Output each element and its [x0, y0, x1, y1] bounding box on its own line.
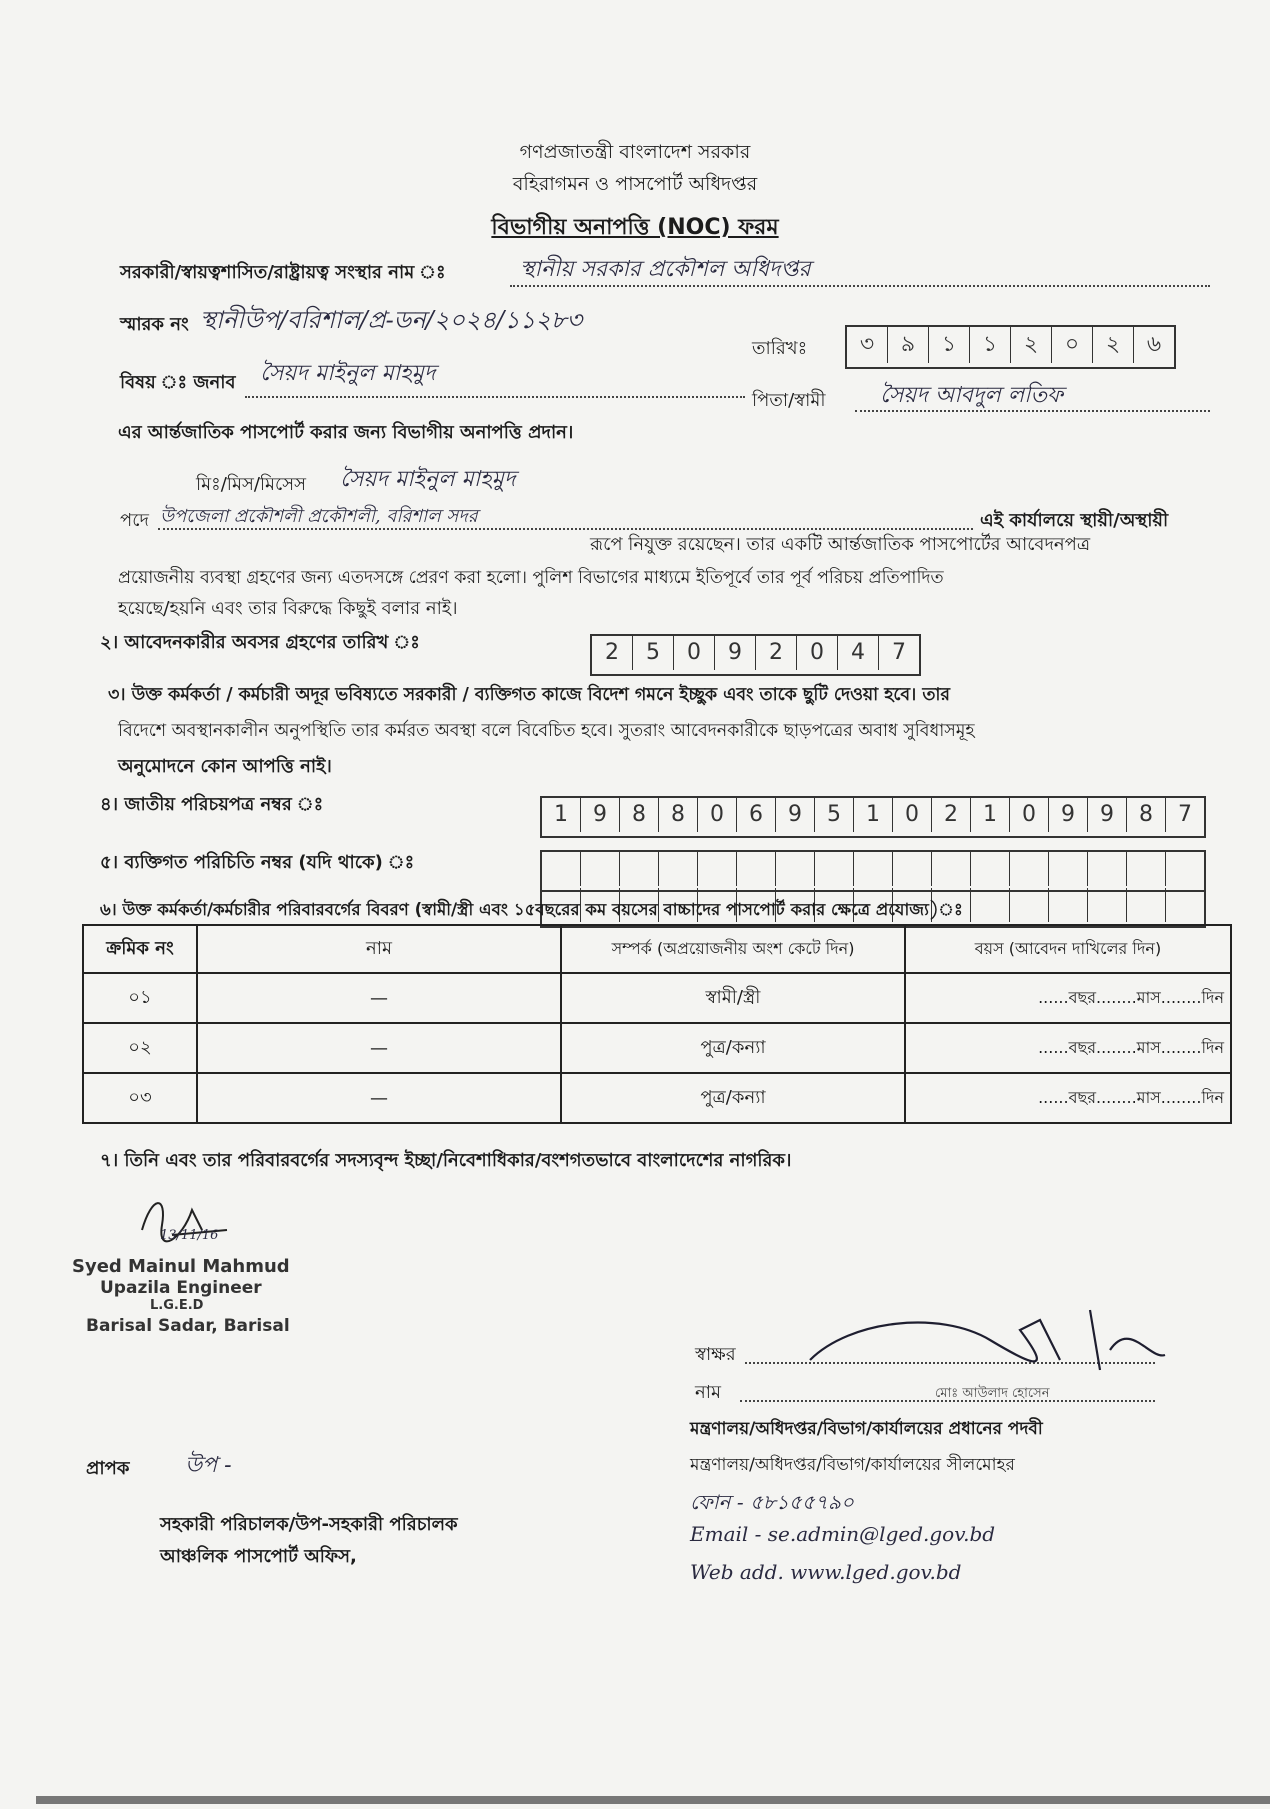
- name-value: মোঃ আউলাদ হোসেন: [935, 1386, 1050, 1401]
- post-value: উপজেলা প্রকৌশলী প্রকৌশলী, বরিশাল সদর: [160, 506, 478, 527]
- stamp-name: Syed Mainul Mahmud: [72, 1256, 290, 1277]
- digit-box: 9: [776, 798, 815, 832]
- initials-date: 13/11/16: [160, 1228, 219, 1243]
- col-name: নাম: [197, 925, 561, 973]
- stamp-title: Upazila Engineer: [100, 1278, 262, 1298]
- item6-label: ৬। উক্ত কর্মকর্তা/কর্মচারীর পরিবারবর্গের বিবরণ (স্বামী/স্ত্রী এবং ১৫বছরের কম বয়সের বাচ্চাদের পাসপোর্ট করার ক্ষেত্রে প্রযোজ্য)ঃ: [100, 900, 963, 919]
- post-tail: রূপে নিযুক্ত রয়েছেন। তার একটি আর্ন্তজাতিক পাসপোর্টের আবেদনপত্র: [590, 534, 1091, 555]
- recipient-label: প্রাপক: [86, 1458, 130, 1479]
- designation-line: মন্ত্রণালয়/অধিদপ্তর/বিভাগ/কার্যালয়ের প্রধানের পদবী: [690, 1419, 1043, 1439]
- date-label: তারিখঃ: [752, 338, 808, 359]
- digit-box: 8: [620, 798, 659, 832]
- digit-box: [1010, 852, 1049, 886]
- digit-box: [1049, 888, 1088, 922]
- row-age: ......বছর........মাস........দিন: [905, 1073, 1231, 1123]
- mr-value: সৈয়দ মাইনুল মাহমুদ: [340, 467, 516, 492]
- digit-box: 5: [633, 636, 674, 670]
- para-line2: প্রয়োজনীয় ব্যবস্থা গ্রহণের জন্য এতদসঙ্গে প্রেরণ করা হলো। পুলিশ বিভাগের মাধ্যমে ইতিপূর্বে তার পূর্ব পরিচয় প্রতিপাদিত: [118, 568, 944, 588]
- digit-box: [1010, 888, 1049, 922]
- digit-box: 2: [756, 636, 797, 670]
- item3-line1: ৩। উক্ত কর্মকর্তা / কর্মচারী অদূর ভবিষ্যতে সরকারী / ব্যক্তিগত কাজে বিদেশ গমনে ইচ্ছুক এবং তাকে ছুটি দেওয়া হবে। তার: [108, 685, 950, 705]
- sign-label: স্বাক্ষর: [695, 1344, 736, 1365]
- memo-value: স্থানীউপ/বরিশাল/প্র-ডন/২০২৪/১১২৮৩: [200, 306, 583, 334]
- col-age: বয়স (আবেদন দাখিলের দিন): [905, 925, 1231, 973]
- stamp-place: Barisal Sadar, Barisal: [86, 1316, 290, 1336]
- digit-box: [1127, 852, 1166, 886]
- org-value: স্থানীয় সরকার প্রকৌশল অধিদপ্তর: [520, 257, 811, 282]
- org-dotline: [510, 285, 1210, 287]
- digit-box: [815, 852, 854, 886]
- digit-box: ০: [1052, 327, 1093, 363]
- family-table: [82, 924, 1232, 1124]
- digit-box: [542, 852, 581, 886]
- digit-box: [776, 852, 815, 886]
- date-boxes: [845, 325, 1176, 369]
- digit-box: [1049, 852, 1088, 886]
- email: Email - se.admin@lged.gov.bd: [690, 1522, 996, 1546]
- digit-box: 9: [1088, 798, 1127, 832]
- digit-box: 1: [971, 798, 1010, 832]
- digit-box: 2: [592, 636, 633, 670]
- stamp-org: L.G.E.D: [150, 1298, 204, 1313]
- personal-id-boxes: [540, 850, 1206, 892]
- recipient-line2: আঞ্চলিক পাসপোর্ট অফিস,: [160, 1546, 357, 1567]
- signature-icon: [790, 1300, 1170, 1390]
- digit-box: 0: [893, 798, 932, 832]
- org-label: সরকারী/স্বায়ত্বশাসিত/রাষ্ট্রায়ত্ব সংস্থার নাম ঃ: [120, 262, 446, 283]
- father-dotline: [855, 410, 1210, 412]
- col-relation: সম্পর্ক (অপ্রয়োজনীয় অংশ কেটে দিন): [561, 925, 905, 973]
- digit-box: [971, 888, 1010, 922]
- subject-line2: এর আর্ন্তজাতিক পাসপোর্ট করার জন্য বিভাগীয় অনাপত্তি প্রদান।: [118, 422, 574, 443]
- digit-box: ১: [929, 327, 970, 363]
- digit-box: 1: [854, 798, 893, 832]
- row-relation: পুত্র/কন্যা: [561, 1023, 905, 1073]
- digit-box: ১: [970, 327, 1011, 363]
- seal-line: মন্ত্রণালয়/অধিদপ্তর/বিভাগ/কার্যালয়ের সীলমোহর: [690, 1455, 1015, 1475]
- digit-box: 9: [581, 798, 620, 832]
- digit-box: [893, 852, 932, 886]
- scan-edge-stripe: [36, 1796, 1270, 1804]
- digit-box: ৬: [1146, 332, 1162, 357]
- row-relation: পুত্র/কন্যা: [561, 1073, 905, 1123]
- table-row: [83, 973, 1231, 1023]
- digit-box: [620, 852, 659, 886]
- digit-box: 9: [715, 636, 756, 670]
- row-serial: ০৩: [83, 1073, 197, 1123]
- department-title: বহিরাগমন ও পাসপোর্ট অধিদপ্তর: [512, 173, 758, 195]
- post-label: পদে: [120, 510, 149, 531]
- digit-box: [737, 852, 776, 886]
- digit-box: 1: [542, 798, 581, 832]
- digit-box: [932, 852, 971, 886]
- item5-label: ৫। ব্যক্তিগত পরিচিতি নম্বর (যদি থাকে) ঃ: [100, 852, 415, 873]
- col-serial: ক্রমিক নং: [83, 925, 197, 973]
- subject-value: সৈয়দ মাইনুল মাহমুদ: [260, 361, 436, 386]
- digit-box: [1127, 888, 1166, 922]
- mr-label: মিঃ/মিস/মিসেস: [196, 474, 307, 495]
- digit-box: ২: [1011, 327, 1052, 363]
- digit-box: 2: [932, 798, 971, 832]
- item2-label: ২। আবেদনকারীর অবসর গ্রহণের তারিখ ঃ: [100, 632, 420, 653]
- table-row: [83, 1023, 1231, 1073]
- memo-label: স্মারক নং: [120, 314, 189, 335]
- digit-box: [1166, 852, 1204, 886]
- item3-line2: বিদেশে অবস্থানকালীন অনুপস্থিতি তার কর্মরত অবস্থা বলে বিবেচিত হবে। সুতরাং আবেদনকারীকে ছাড়পত্রের অবাধ সুবিধাসমূহ: [118, 721, 975, 741]
- digit-box: 8: [1127, 798, 1166, 832]
- digit-box: 0: [698, 798, 737, 832]
- govt-title: গণপ্রজাতন্ত্রী বাংলাদেশ সরকার: [519, 141, 751, 163]
- digit-box: [971, 852, 1010, 886]
- recipient-line1: সহকারী পরিচালক/উপ-সহকারী পরিচালক: [160, 1514, 458, 1535]
- digit-box: [581, 852, 620, 886]
- digit-box: 6: [737, 798, 776, 832]
- digit-box: 7: [1178, 802, 1192, 827]
- nid-boxes: [540, 796, 1206, 838]
- name-label: নাম: [695, 1382, 721, 1403]
- digit-box: 0: [797, 636, 838, 670]
- website: Web add. www.lged.gov.bd: [690, 1560, 962, 1584]
- office-text: এই কার্যালয়ে স্থায়ী/অস্থায়ী: [980, 510, 1169, 531]
- digit-box: 0: [1010, 798, 1049, 832]
- digit-box: 8: [659, 798, 698, 832]
- row-serial: ০১: [83, 973, 197, 1023]
- father-label: পিতা/স্বামী: [752, 390, 826, 411]
- phone: ফোন - ৫৮১৫৫৭৯০: [690, 1490, 854, 1514]
- item3-line3: অনুমোদনে কোন আপত্তি নাই।: [118, 756, 332, 777]
- digit-box: [1088, 852, 1127, 886]
- recipient-handwritten: উপ -: [185, 1453, 232, 1478]
- digit-box: 4: [838, 636, 879, 670]
- item4-label: ৪। জাতীয় পরিচয়পত্র নম্বর ঃ: [100, 794, 324, 815]
- subject-label: বিষয় ঃ জনাব: [120, 372, 236, 393]
- digit-box: ৯: [888, 327, 929, 363]
- row-age: ......বছর........মাস........দিন: [905, 973, 1231, 1023]
- digit-box: ২: [1093, 327, 1134, 363]
- subject-dotline: [245, 396, 745, 398]
- row-serial: ০২: [83, 1023, 197, 1073]
- table-row: [83, 1073, 1231, 1123]
- digit-box: 9: [1049, 798, 1088, 832]
- para-line3: হয়েছে/হয়নি এবং তার বিরুদ্ধে কিছুই বলার নাই।: [118, 598, 458, 619]
- row-name: —: [197, 973, 561, 1023]
- digit-box: [1166, 888, 1204, 922]
- digit-box: [659, 852, 698, 886]
- row-age: ......বছর........মাস........দিন: [905, 1023, 1231, 1073]
- row-name: —: [197, 1073, 561, 1123]
- father-value: সৈয়দ আবদুল লতিফ: [880, 383, 1064, 408]
- form-title: বিভাগীয় অনাপত্তি (NOC) ফরম: [491, 215, 779, 240]
- digit-box: [698, 852, 737, 886]
- row-relation: স্বামী/স্ত্রী: [561, 973, 905, 1023]
- digit-box: [1088, 888, 1127, 922]
- digit-box: 0: [674, 636, 715, 670]
- item7-text: ৭। তিনি এবং তার পরিবারবর্গের সদস্যবৃন্দ ইচ্ছা/নিবেশাধিকার/বংশগতভাবে বাংলাদেশের নাগরিক।: [100, 1150, 792, 1171]
- digit-box: ৩: [847, 327, 888, 363]
- digit-box: 5: [815, 798, 854, 832]
- row-name: —: [197, 1023, 561, 1073]
- retirement-date-boxes: [590, 634, 921, 676]
- digit-box: 7: [892, 640, 906, 665]
- digit-box: [854, 852, 893, 886]
